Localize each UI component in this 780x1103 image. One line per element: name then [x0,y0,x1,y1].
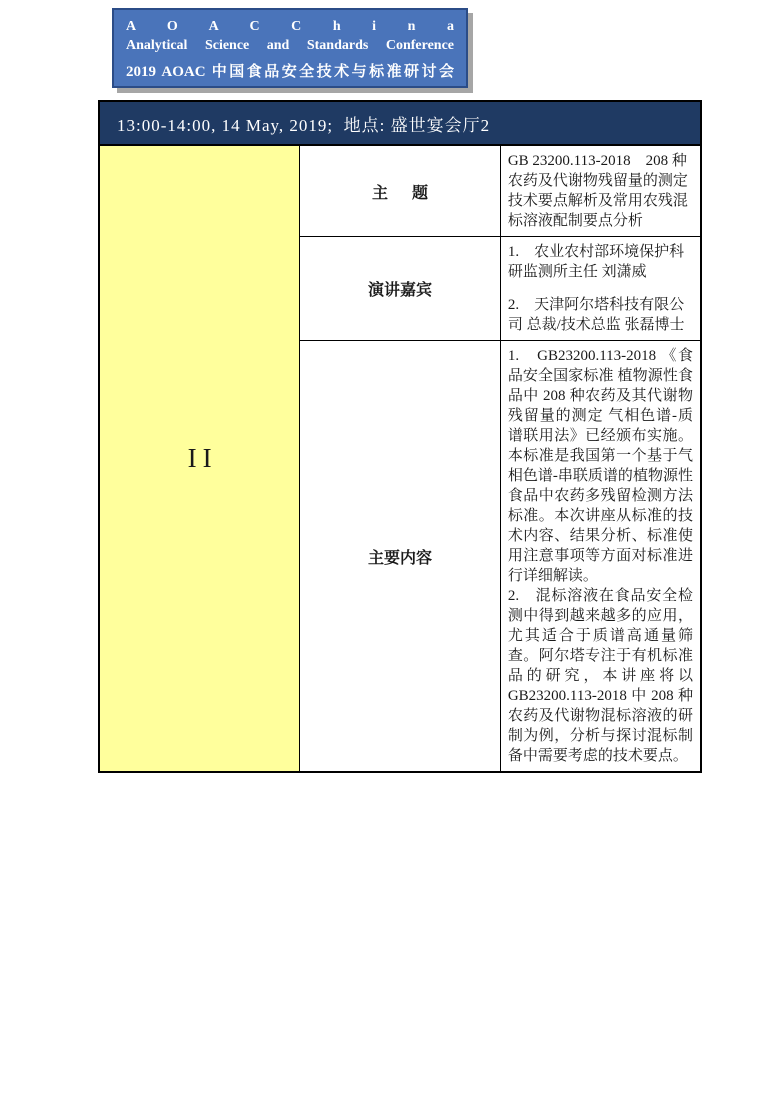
speaker-item: 2. 天津阿尔塔科技有限公司 总裁/技术总监 张磊博士 [507,297,685,333]
session-table [98,100,702,773]
speakers-cell [500,237,701,341]
row-label-main-content: 主要内容 [300,341,501,773]
session-number: II [99,145,300,772]
conference-name-en: Analytical Science and Standards Conference [126,38,454,53]
row-label-topic: 主 题 [300,145,501,237]
table-row [99,145,701,237]
main-content-cell [500,341,701,773]
speaker-item: 1. 农业农村部环境保护科研监测所主任 刘潇威 [507,244,685,280]
conference-header-box [112,8,468,88]
main-content-paragraph: 1. GB23200.113-2018 《食品安全国家标准 植物源性食品中 208 种农药及其代谢物残留量的测定 气相色谱-质谱联用法》已经颁布实施。本标准是我国第一个基于气相色谱-串联质谱的植物源性食品中农药多残留检测方法标准。本次讲座从标准的技术内容、结果分析、标准使用注意事项等方面对标准进行详细解读。 [507,348,693,584]
topic-text: GB 23200.113-2018 208 种农药及代谢物残留量的测定技术要点解析及常用农残混标溶液配制要点分析 [500,145,701,237]
session-banner-row [99,101,701,145]
conference-abbr-en: A O A C C h i n a [126,19,454,34]
row-label-speakers: 演讲嘉宾 [300,237,501,341]
main-content-paragraph: 2. 混标溶液在食品安全检测中得到越来越多的应用，尤其适合于质谱高通量筛查。阿尔塔专注于有机标准品的研究，本讲座将以 GB23200.113-2018 中 208 种农药及代谢物混标溶液的研制为例，分析与探讨混标制备中需要考虑的技术要点。 [507,588,693,764]
session-time-location: 13:00-14:00, 14 May, 2019; 地点: 盛世宴会厅2 [99,101,701,145]
conference-name-cn: 2019 AOAC 中国食品安全技术与标准研讨会 [126,64,454,80]
